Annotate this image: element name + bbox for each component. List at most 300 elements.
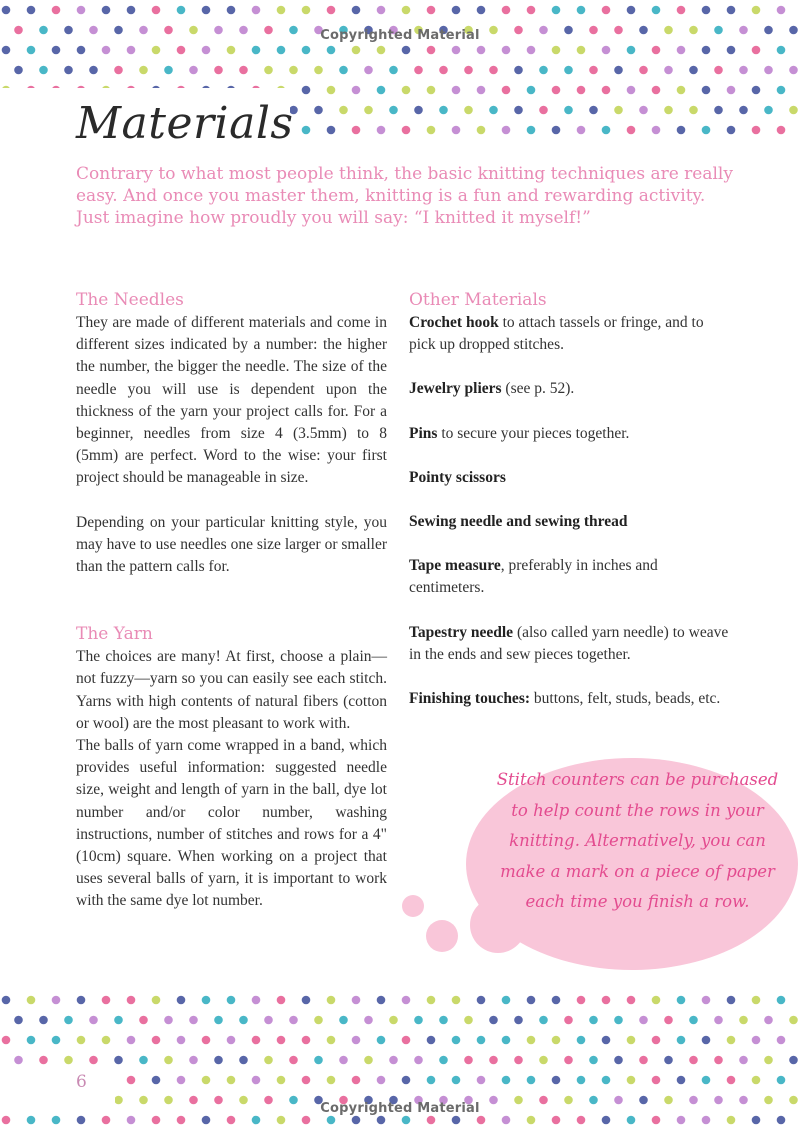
polka-dot [652, 126, 661, 135]
polka-dot [677, 46, 686, 55]
polka-dot [414, 106, 423, 115]
polka-dot [677, 126, 686, 135]
polka-dot [602, 996, 611, 1005]
polka-dot [714, 1056, 723, 1065]
polka-dot [164, 1056, 173, 1065]
polka-dot [14, 1016, 23, 1025]
polka-dot [177, 6, 186, 15]
polka-dot [402, 1116, 411, 1125]
yarn-heading: The Yarn [76, 624, 153, 645]
polka-dot [564, 1056, 573, 1065]
polka-dot [639, 1056, 648, 1065]
polka-dot [627, 1036, 636, 1045]
polka-dot [464, 1016, 473, 1025]
polka-dot [652, 6, 661, 15]
polka-dot [339, 1016, 348, 1025]
polka-dot [102, 6, 111, 15]
polka-dot [777, 1116, 786, 1125]
polka-dot [227, 996, 236, 1005]
polka-dot [727, 86, 736, 95]
tip-text: Stitch counters can be purchased to help count the rows in your knitting. Alternatively, you can make a mark on a piece of paper each time you finish a row. [496, 770, 779, 911]
polka-dot [639, 106, 648, 115]
polka-dot [77, 996, 86, 1005]
polka-dot [277, 6, 286, 15]
polka-dot [452, 46, 461, 55]
polka-dot [702, 996, 711, 1005]
polka-dot [252, 1116, 261, 1125]
yarn-paragraph-2: The balls of yarn come wrapped in a band, which provides useful information: suggested needle size, weight and length of yarn in the ball, dye lot number and/or color number, washing instructions, number of stitches and rows for a 4" (10cm) square. When working on a project that uses several balls of yarn, it is important to work with the same dye lot number. [76, 737, 387, 910]
polka-dot [539, 66, 548, 75]
polka-dot [402, 1036, 411, 1045]
polka-dot [589, 1056, 598, 1065]
polka-dot [389, 106, 398, 115]
polka-dot [714, 1016, 723, 1025]
polka-dot [702, 1036, 711, 1045]
polka-dot [752, 126, 761, 135]
polka-dot [514, 1056, 523, 1065]
polka-dot [114, 1016, 123, 1025]
polka-dot [727, 1036, 736, 1045]
polka-dot [202, 1076, 211, 1085]
polka-dot [27, 996, 36, 1005]
polka-dot [739, 1056, 748, 1065]
polka-dot [589, 66, 598, 75]
needles-paragraph-2: Depending on your particular knitting style, you may have to use needles one size larger or smaller than the pattern calls for. [76, 513, 387, 576]
polka-dot [577, 1036, 586, 1045]
polka-dot [139, 1016, 148, 1025]
polka-dot [152, 996, 161, 1005]
polka-dot [314, 1056, 323, 1065]
polka-dot [152, 46, 161, 55]
polka-dot [314, 106, 323, 115]
polka-dot [327, 46, 336, 55]
polka-dot [577, 1076, 586, 1085]
polka-dot [477, 6, 486, 15]
polka-dot [764, 66, 773, 75]
materials-item [409, 423, 729, 445]
polka-dot [752, 46, 761, 55]
materials-item-desc: , preferably in inches and centimeters. [409, 557, 658, 597]
polka-dot [339, 1056, 348, 1065]
polka-dot [339, 66, 348, 75]
polka-dot [777, 46, 786, 55]
polka-dot [739, 106, 748, 115]
polka-dot [689, 1056, 698, 1065]
yarn-paragraph-1: The choices are many! At first, choose a plain—not fuzzy—yarn so you can easily see each stitch. Yarns with high contents of natural fibers (cotton or wool) are the most pleasant to work with. [76, 648, 387, 732]
polka-dot [489, 66, 498, 75]
polka-dot [277, 996, 286, 1005]
polka-dot [552, 86, 561, 95]
polka-dot [127, 996, 136, 1005]
polka-dot [327, 86, 336, 95]
polka-dot [139, 66, 148, 75]
polka-dot [502, 996, 511, 1005]
polka-dot [777, 996, 786, 1005]
polka-dot [127, 6, 136, 15]
polka-dot [302, 126, 311, 135]
polka-dot [614, 1056, 623, 1065]
polka-dot [477, 86, 486, 95]
polka-dot [702, 6, 711, 15]
polka-dot [214, 1016, 223, 1025]
polka-dot [727, 46, 736, 55]
polka-dot [502, 1076, 511, 1085]
polka-dot [702, 1116, 711, 1125]
polka-dot [552, 996, 561, 1005]
polka-dot [27, 6, 36, 15]
polka-dot [2, 1116, 11, 1125]
polka-dot [2, 46, 11, 55]
polka-dot [264, 66, 273, 75]
polka-dot [89, 1016, 98, 1025]
polka-dot [427, 86, 436, 95]
polka-dot [239, 1016, 248, 1025]
polka-dot [27, 1036, 36, 1045]
polka-dot [52, 1036, 61, 1045]
left-column [76, 288, 387, 913]
polka-dot [452, 1076, 461, 1085]
materials-item [409, 312, 729, 356]
polka-dot [477, 46, 486, 55]
materials-item-desc: to attach tassels or fringe, and to pick up dropped stitches. [409, 314, 704, 354]
polka-dot [352, 6, 361, 15]
polka-dot [264, 1056, 273, 1065]
polka-dot [727, 6, 736, 15]
polka-dot [427, 1116, 436, 1125]
polka-dot [402, 86, 411, 95]
polka-dot [377, 86, 386, 95]
polka-dot [252, 996, 261, 1005]
materials-item [409, 467, 729, 489]
polka-dot [414, 1056, 423, 1065]
polka-dot [527, 6, 536, 15]
polka-dot [564, 66, 573, 75]
polka-dot [164, 1016, 173, 1025]
polka-dot [227, 6, 236, 15]
polka-dot [464, 106, 473, 115]
polka-dot [202, 996, 211, 1005]
polka-dot [727, 1076, 736, 1085]
polka-dot [452, 1116, 461, 1125]
polka-dot [602, 86, 611, 95]
polka-dot [789, 1016, 798, 1025]
materials-item [409, 378, 729, 400]
polka-dot [502, 6, 511, 15]
polka-dot [414, 66, 423, 75]
polka-dot [627, 1116, 636, 1125]
polka-dot [752, 86, 761, 95]
materials-item-term: Finishing touches: [409, 690, 531, 708]
polka-dot [427, 1076, 436, 1085]
polka-dot [2, 1036, 11, 1045]
bubble-small-dot [402, 895, 424, 917]
polka-dot [377, 46, 386, 55]
polka-dot [777, 1076, 786, 1085]
polka-dot [514, 1016, 523, 1025]
polka-dot [239, 1056, 248, 1065]
polka-dot [652, 996, 661, 1005]
polka-dot [264, 1016, 273, 1025]
polka-dot [752, 1076, 761, 1085]
polka-dot [289, 1056, 298, 1065]
polka-dot [402, 1076, 411, 1085]
polka-dot [677, 6, 686, 15]
polka-dot [727, 1116, 736, 1125]
polka-dot [752, 1036, 761, 1045]
polka-dot [652, 1036, 661, 1045]
polka-dot [664, 1016, 673, 1025]
polka-dot [739, 1016, 748, 1025]
polka-dot [602, 1036, 611, 1045]
polka-dot [152, 1116, 161, 1125]
polka-dot [602, 6, 611, 15]
polka-dot [614, 106, 623, 115]
polka-dot [502, 86, 511, 95]
polka-dot [239, 66, 248, 75]
polka-dot [39, 66, 48, 75]
needles-paragraph-1: They are made of different materials and come in different sizes indicated by a number: the higher the number, the bigger the needle. The size of the needle you will use is dependent upon the thickness of the yarn your project calls for. For a beginner, needles from size 4 (3.5mm) to 8 (5mm) are perfect. Word to the wise: your first project should be manageable in size. [76, 314, 387, 487]
materials-item-desc: to secure your pieces together. [437, 424, 630, 442]
polka-dot [14, 66, 23, 75]
polka-dot [439, 1056, 448, 1065]
polka-dot [452, 996, 461, 1005]
polka-dot [114, 66, 123, 75]
polka-dot [702, 46, 711, 55]
polka-dot [77, 46, 86, 55]
polka-dot [227, 46, 236, 55]
polka-dot [214, 1056, 223, 1065]
polka-dot [39, 1016, 48, 1025]
polka-dot [64, 66, 73, 75]
polka-dot [402, 6, 411, 15]
polka-dot [552, 1116, 561, 1125]
polka-dot [364, 106, 373, 115]
materials-item-term: Jewelry pliers [409, 380, 502, 398]
copyright-top: Copyrighted Material [320, 28, 480, 43]
polka-dot [364, 66, 373, 75]
polka-dot [477, 996, 486, 1005]
polka-dot [439, 66, 448, 75]
polka-dot [77, 6, 86, 15]
polka-dot [302, 1116, 311, 1125]
polka-dot [302, 1036, 311, 1045]
polka-dot [177, 996, 186, 1005]
polka-dot [727, 126, 736, 135]
polka-dot [602, 1076, 611, 1085]
polka-dot [577, 46, 586, 55]
materials-item [409, 511, 729, 533]
polka-dot [189, 1016, 198, 1025]
polka-dot [464, 1056, 473, 1065]
bottom-dot-border [0, 990, 800, 1143]
polka-dot [202, 1116, 211, 1125]
polka-dot [152, 6, 161, 15]
copyright-bottom: Copyrighted Material [320, 1101, 480, 1116]
polka-dot [489, 1016, 498, 1025]
polka-dot [564, 1016, 573, 1025]
polka-dot [652, 1116, 661, 1125]
polka-dot [177, 1036, 186, 1045]
polka-dot [552, 1036, 561, 1045]
polka-dot [27, 1116, 36, 1125]
polka-dot [577, 126, 586, 135]
polka-dot [677, 86, 686, 95]
polka-dot [102, 1036, 111, 1045]
polka-dot [202, 1036, 211, 1045]
polka-dot [764, 106, 773, 115]
materials-item [409, 688, 729, 710]
polka-dot [502, 46, 511, 55]
polka-dot [302, 996, 311, 1005]
polka-dot [689, 66, 698, 75]
polka-dot [189, 66, 198, 75]
polka-dot [89, 1056, 98, 1065]
polka-dot [302, 46, 311, 55]
polka-dot [327, 6, 336, 15]
polka-dot [377, 126, 386, 135]
polka-dot [702, 1076, 711, 1085]
polka-dot [127, 1076, 136, 1085]
polka-dot [127, 46, 136, 55]
materials-item [409, 622, 729, 666]
polka-dot [102, 46, 111, 55]
polka-dot [514, 66, 523, 75]
polka-dot [489, 1056, 498, 1065]
polka-dot [39, 1056, 48, 1065]
polka-dot [452, 86, 461, 95]
polka-dot [439, 106, 448, 115]
polka-dot [702, 86, 711, 95]
polka-dot [164, 66, 173, 75]
polka-dot [289, 66, 298, 75]
polka-dot [352, 126, 361, 135]
polka-dot [652, 86, 661, 95]
polka-dot [502, 1036, 511, 1045]
polka-dot [302, 86, 311, 95]
polka-dot [777, 126, 786, 135]
polka-dot [789, 1056, 798, 1065]
polka-dot [427, 996, 436, 1005]
polka-dot [339, 106, 348, 115]
polka-dot [777, 6, 786, 15]
polka-dot [139, 1056, 148, 1065]
polka-dot [677, 1116, 686, 1125]
polka-dot [677, 996, 686, 1005]
polka-dot [727, 996, 736, 1005]
polka-dot [752, 1116, 761, 1125]
polka-dot [527, 996, 536, 1005]
polka-dot [427, 126, 436, 135]
polka-dot [352, 996, 361, 1005]
polka-dot [527, 46, 536, 55]
polka-dot [402, 126, 411, 135]
polka-dot [689, 1016, 698, 1025]
polka-dot [627, 6, 636, 15]
polka-dot [714, 66, 723, 75]
polka-dot [327, 1116, 336, 1125]
polka-dot [364, 1016, 373, 1025]
polka-dot [627, 86, 636, 95]
polka-dot [152, 1036, 161, 1045]
polka-dot [377, 996, 386, 1005]
polka-dot [414, 1016, 423, 1025]
polka-dot [127, 1036, 136, 1045]
polka-dot [277, 1076, 286, 1085]
bubble-medium-dot [426, 920, 458, 952]
polka-dot [214, 66, 223, 75]
polka-dot [477, 1076, 486, 1085]
polka-dot [189, 1056, 198, 1065]
polka-dot [377, 1116, 386, 1125]
polka-dot [664, 66, 673, 75]
materials-item-desc: buttons, felt, studs, beads, etc. [530, 690, 721, 708]
polka-dot [489, 106, 498, 115]
polka-dot [739, 66, 748, 75]
materials-item [409, 555, 729, 599]
materials-item-term: Tapestry needle [409, 623, 514, 641]
polka-dot [389, 1016, 398, 1025]
polka-dot [252, 1076, 261, 1085]
polka-dot [627, 996, 636, 1005]
polka-dot [477, 1036, 486, 1045]
polka-dot [2, 996, 11, 1005]
polka-dot [564, 106, 573, 115]
polka-dot [352, 1076, 361, 1085]
polka-dot [527, 1036, 536, 1045]
polka-dot [602, 46, 611, 55]
polka-dot [639, 1016, 648, 1025]
polka-dot [577, 86, 586, 95]
polka-dot [327, 996, 336, 1005]
polka-dot [227, 1036, 236, 1045]
materials-item-term: Tape measure [409, 557, 501, 575]
polka-dot [177, 46, 186, 55]
polka-dot [502, 126, 511, 135]
materials-item-desc: (also called yarn needle) to weave in the ends and sew pieces together. [409, 623, 729, 663]
polka-dot [314, 66, 323, 75]
polka-dot [64, 1056, 73, 1065]
polka-dot [27, 46, 36, 55]
polka-dot [614, 1016, 623, 1025]
polka-dot [364, 1056, 373, 1065]
polka-dot [277, 1116, 286, 1125]
polka-dot [552, 46, 561, 55]
polka-dot [664, 1056, 673, 1065]
tip-thought-bubble [400, 755, 800, 990]
polka-dot [352, 86, 361, 95]
polka-dot [14, 1056, 23, 1065]
polka-dot [252, 6, 261, 15]
polka-dot [764, 1056, 773, 1065]
polka-dot [102, 1116, 111, 1125]
page-title: Materials [76, 98, 294, 149]
polka-dot [689, 106, 698, 115]
polka-dot [614, 66, 623, 75]
right-column [409, 288, 729, 710]
polka-dot [539, 1016, 548, 1025]
needles-heading: The Needles [76, 290, 184, 310]
polka-dot [577, 6, 586, 15]
polka-dot [577, 1116, 586, 1125]
materials-item-term: Pointy scissors [409, 468, 506, 486]
polka-dot [177, 1076, 186, 1085]
polka-dot [427, 1036, 436, 1045]
polka-dot [639, 66, 648, 75]
polka-dot [227, 1116, 236, 1125]
polka-dot [227, 1076, 236, 1085]
polka-dot [452, 126, 461, 135]
polka-dot [627, 46, 636, 55]
